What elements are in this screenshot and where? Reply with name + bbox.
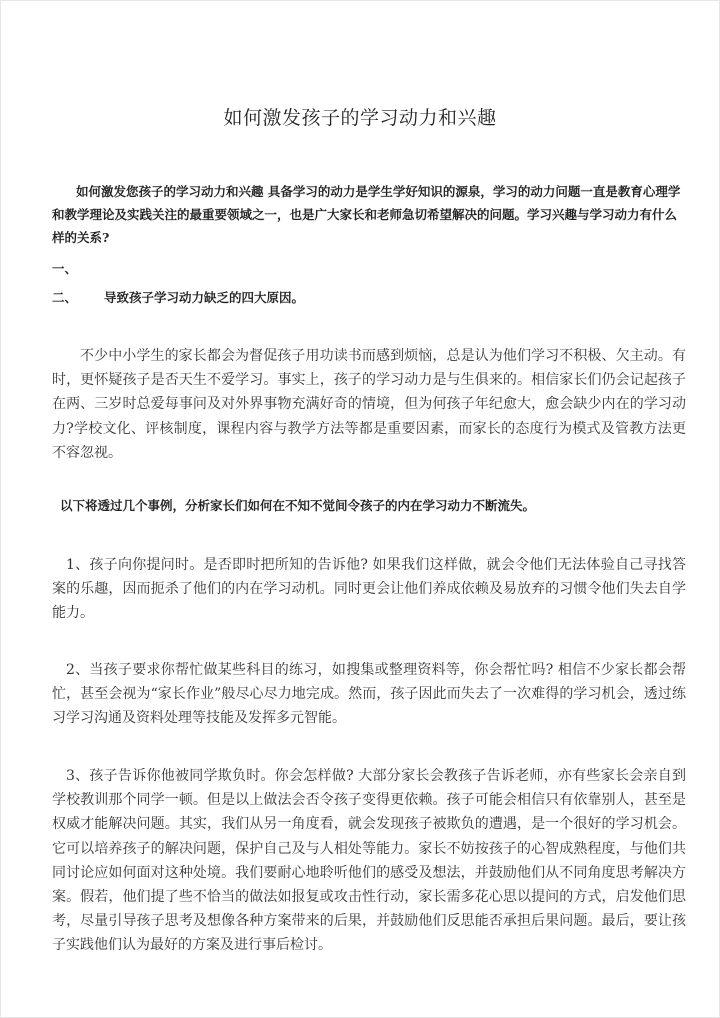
example-paragraph-three: 3、孩子告诉你他被同学欺负时。你会怎样做? 大部分家长会教孩子告诉老师，亦有些家长会亲自到学校教训那个同学一顿。但是以上做法会否令孩子变得更依赖。孩子可能会相信只有依靠别人，甚至是权威才能解决问题。其实，我们从另一角度看，就会发现孩子被欺负的遭遇，是一个很好的学习机会。它可以培养孩子的解决问题，保护自己及与人相处等能力。家长不妨按孩子的心智成熟程度，与他们共同讨论应如何面对这种处境。我们要耐心地聆听他们的感受及想法，并鼓励他们从不同角度思考解决方案。假若，他们提了些不恰当的做法如报复或攻击性行动，家长需多花心思以提问的方式，启发他们思考，尽量引导孩子思考及想像各种方案带来的后果，并鼓励他们反思能否承担后果问题。最后，要让孩子实践他们认为最好的方案及进行事后检讨。 [52,768,686,954]
body-paragraph-causes: 不少中小学生的家长都会为督促孩子用功读书而感到烦恼，总是认为他们学习不积极、欠主动。有时，更怀疑孩子是否天生不爱学习。事实上，孩子的学习动力是与生俱来的。相信家长们仍会记起孩子在两、三岁时总爱每事问及对外界事物充满好奇的情境，但为何孩子年纪愈大，愈会缺少内在的学习动力?学校文化、评核制度，课程内容与教学方法等都是重要因素，而家长的态度行为模式及管教方法更不容忽视。 [52,348,686,461]
section-heading-one: 一、 [52,261,78,276]
section-heading-two-number: 二、 [52,290,78,305]
document-title: 如何激发孩子的学习动力和兴趣 [223,107,497,129]
example-paragraph-one: 1、孩子向你提问时。是否即时把所知的告诉他? 如果我们这样做，就会令他们无法体验自己寻找答案的乐趣，因而扼杀了他们的内在学习动机。同时更会让他们养成依赖及易放弃的习惯令他们失去自学能力。 [52,557,686,622]
example-paragraph-two: 2、当孩子要求你帮忙做某些科目的练习，如搜集或整理资料等，你会帮忙吗? 相信不少家长都会帮忙，甚至会视为“家长作业”般尽心尽力地完成。然而，孩子因此而失去了一次难得的学习机会，透过练习学习沟通及资料处理等技能及发挥多元智能。 [52,662,686,727]
section-heading-two [52,288,304,306]
transition-sentence: 以下将透过几个事例，分析家长们如何在不知不觉间令孩子的内在学习动力不断流失。 [60,498,536,513]
section-heading-two-text: 导致孩子学习动力缺乏的四大原因。 [104,290,305,305]
intro-paragraph: 如何激发您孩子的学习动力和兴趣 具备学习的动力是学生学好知识的源泉，学习的动力问题一直是教育心理学和教学理论及实践关注的最重要领域之一，也是广大家长和老师急切希望解决的问题。学习兴趣与学习动力有什么样的关系? [52,184,681,245]
